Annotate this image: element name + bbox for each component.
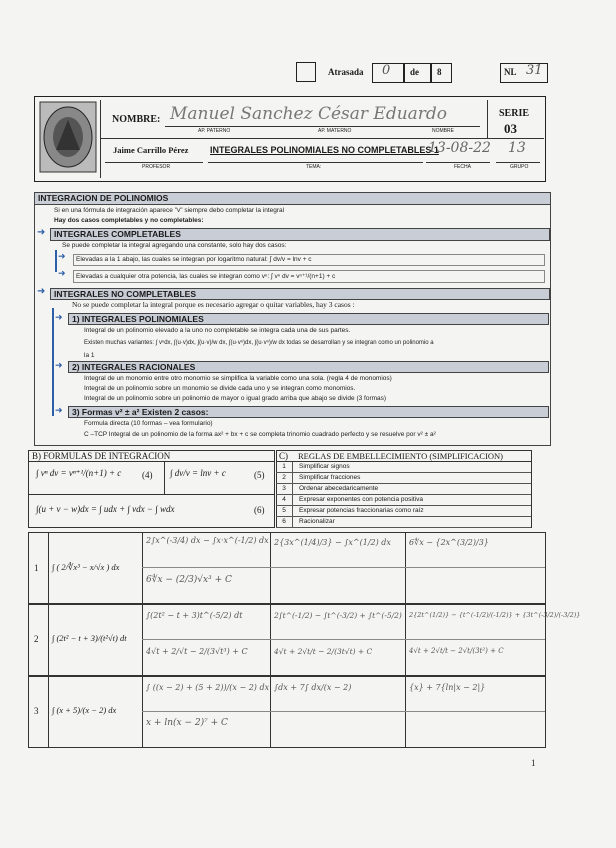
theory-intro-1: Si en una fórmula de integración aparece "v" siempre debo completar la integral [54, 207, 285, 214]
solution-final: x + ln(x − 2)⁷ + C [146, 718, 228, 728]
sub1-header: 1) INTEGRALES POLINOMIALES [68, 313, 549, 325]
regla-number: 1 [276, 462, 293, 472]
solution-step: 6∜x − {2x^(3/2)/3} [409, 538, 489, 547]
sub3-line-1: Formula directa (10 formas – vea formulario) [84, 420, 213, 427]
atrasada-checkbox[interactable] [296, 62, 316, 82]
ap-materno-label: AP. MATERNO [318, 128, 352, 134]
regla-text: Simplificar signos [299, 463, 350, 470]
ap-paterno-label: AP. PATERNO [198, 128, 231, 134]
solution-step: 2{3x^(1/4)/3} − ∫x^(1/2) dx [274, 538, 391, 547]
fecha-label: FECHA [454, 164, 471, 170]
regla-row [276, 462, 531, 473]
reglas-list [276, 462, 531, 528]
profesor-value: Jaime Carrillo Pérez [113, 145, 189, 155]
formulas-title: B) FORMULAS DE INTEGRACION [32, 451, 171, 461]
unam-seal-logo [38, 100, 98, 174]
grupo-value: 13 [508, 140, 526, 156]
sub3-header: 3) Formas v² ± a² Existen 2 casos: [68, 406, 549, 418]
comp-case-2: Elevadas a cualquier otra potencia, las cuales se integran como vⁿ: ∫ vⁿ dv = vⁿ⁺¹/(n+1) + c [73, 270, 545, 283]
nombre-value: Manuel Sanchez César Eduardo [170, 104, 448, 124]
tema-label: TEMA: [306, 164, 322, 170]
solution-step: 4√t + 2/√t − 2/(3√t³) + C [146, 647, 248, 656]
arrow-icon: ➜ [37, 286, 46, 297]
solution-step: {x} + 7{ln|x − 2|} [409, 683, 486, 692]
regla-number: 5 [276, 506, 293, 516]
profesor-label: PROFESOR [142, 164, 171, 170]
de-label: de [410, 67, 419, 77]
formula-6-number: (6) [254, 505, 265, 515]
sub2-line-3: Integral de un polinomio sobre un polinomio de mayor o igual grado arriba que abajo se divide (3 formas) [84, 395, 387, 402]
solution-step: ∫dx + 7∫ dx/(x − 2) [274, 683, 352, 692]
arrow-icon: ➜ [58, 251, 66, 261]
problem-number: 3 [34, 706, 39, 716]
regla-number: 4 [276, 495, 293, 505]
sub1-line-1: Integral de un polinomio elevado a la uno no completable se integra cada una de sus partes. [84, 327, 351, 334]
serie-value: 03 [504, 121, 517, 136]
tema-value: INTEGRALES POLINOMIALES NO COMPLETABLES 1 [210, 145, 439, 155]
reglas-title: REGLAS DE EMBELLECIMIENTO (SIMPLIFICACION) [298, 451, 504, 461]
regla-row [276, 473, 531, 484]
solution-step: 2∫t^(-1/2) − ∫t^(-3/2) + ∫t^(-5/2) [274, 611, 402, 620]
problem-number: 1 [34, 563, 39, 573]
sub1-line-3: la 1 [84, 352, 95, 359]
regla-number: 3 [276, 484, 293, 494]
nl-value: 31 [526, 63, 543, 78]
formula-5: ∫ dv/v = lnv + c [170, 468, 226, 478]
regla-text: Ordenar abecedaricamente [299, 485, 379, 492]
atrasada-value: 0 [382, 63, 391, 78]
solution-step: ∫(2t² − t + 3)t^(-5/2) dt [146, 611, 243, 620]
arrow-icon: ➜ [37, 227, 46, 238]
arrow-icon: ➜ [58, 268, 66, 278]
solution-step: 2{2t^(1/2)} − {t^(-1/2)/(-1/2)} + {3t^(-3/2)/(-3/2)} [409, 611, 581, 619]
theory-title: INTEGRACION DE POLINOMIOS [34, 192, 551, 205]
regla-text: Expresar potencias fraccionarias como raíz [299, 507, 424, 514]
theory-intro-2: Hay dos casos completables y no completables: [54, 217, 204, 224]
page-number: 1 [531, 758, 536, 768]
regla-text: Simplificar fracciones [299, 474, 361, 481]
formula-6: ∫(u + v − w)dx = ∫ udx + ∫ vdx − ∫ wdx [36, 504, 175, 514]
arrow-icon: ➜ [55, 405, 63, 415]
sub2-line-2: Integral de un polinomio sobre un monomio se divide cada uno y se integran como monomios. [84, 385, 356, 392]
solution-final: 6∜x − (2/3)√x³ + C [146, 575, 232, 585]
arrow-icon: ➜ [55, 312, 63, 322]
formula-5-number: (5) [254, 470, 265, 480]
regla-number: 6 [276, 517, 293, 527]
regla-text: Racionalizar [299, 518, 335, 525]
regla-row [276, 506, 531, 517]
formula-4: ∫ vⁿ dv = vⁿ⁺¹/(n+1) + c [36, 468, 122, 478]
serie-label: SERIE [499, 108, 530, 119]
nombre-label: NOMBRE: [112, 114, 161, 125]
fecha-value: 13-08-22 [428, 140, 491, 156]
sub3-line-2: C –TCP Integral de un polinomio de la forma ax² + bx + c se completa trinomio cuadrado perfecto y se resuelve por v² ± a² [84, 431, 436, 438]
solution-step: 4√t + 2√t/t − 2/(3t√t) + C [274, 647, 373, 656]
formula-4-number: (4) [142, 470, 153, 480]
regla-row [276, 517, 531, 528]
sub2-line-1: Integral de un monomio entre otro monomio se simplifica la variable como una sola. (regla 4 de monomios) [84, 375, 392, 382]
problem-integral: ∫ (x + 5)/(x − 2) dx [52, 705, 117, 715]
problem-number: 2 [34, 634, 39, 644]
sub1-line-2: Existen muchas variantes: ∫ vⁿdx, ∫(u·v)dx, ∫(u·v)/w dx, ∫(u·vⁿ)dx, ∫(u·vⁿ)/w dx todas se desarrollan y se integran como un polinomio a [84, 340, 434, 346]
no-completables-header: INTEGRALES NO COMPLETABLES [50, 288, 550, 300]
solution-step: 2∫x^(-3/4) dx − ∫x·x^(-1/2) dx [146, 536, 269, 545]
arrow-icon: ➜ [55, 360, 63, 370]
completables-header: INTEGRALES COMPLETABLES [50, 228, 550, 241]
de-value: 8 [437, 67, 442, 77]
regla-row [276, 484, 531, 495]
nombre-small-label: NOMBRE [432, 128, 454, 134]
comp-case-1: Elevadas a la 1 abajo, las cuales se integran por logaritmo natural: ∫ dv/v = lnv + c [73, 254, 545, 266]
grupo-label: GRUPO [510, 164, 529, 170]
atrasada-label: Atrasada [328, 67, 364, 77]
regla-text: Expresar exponentes con potencia positiva [299, 496, 423, 503]
problem-integral: ∫ ( 2/∜x³ − x/√x ) dx [52, 562, 120, 572]
solution-final: 4√t + 2√t/t − 2√t/(3t²) + C [409, 647, 504, 655]
regla-row [276, 495, 531, 506]
completables-text: Se puede completar la integral agregando una constante, solo hay dos casos: [62, 242, 287, 249]
nl-label: NL [504, 67, 517, 77]
problem-integral: ∫ (2t² − t + 3)/(t²√t) dt [52, 633, 127, 643]
reglas-letter: C) [279, 451, 288, 461]
solution-step: ∫ ((x − 2) + (5 + 2))/(x − 2) dx [146, 683, 270, 692]
sub2-header: 2) INTEGRALES RACIONALES [68, 361, 549, 373]
no-comp-text: No se puede completar la integral porque es necesario agregar o quitar variables, hay 3 casos : [72, 300, 355, 309]
regla-number: 2 [276, 473, 293, 483]
